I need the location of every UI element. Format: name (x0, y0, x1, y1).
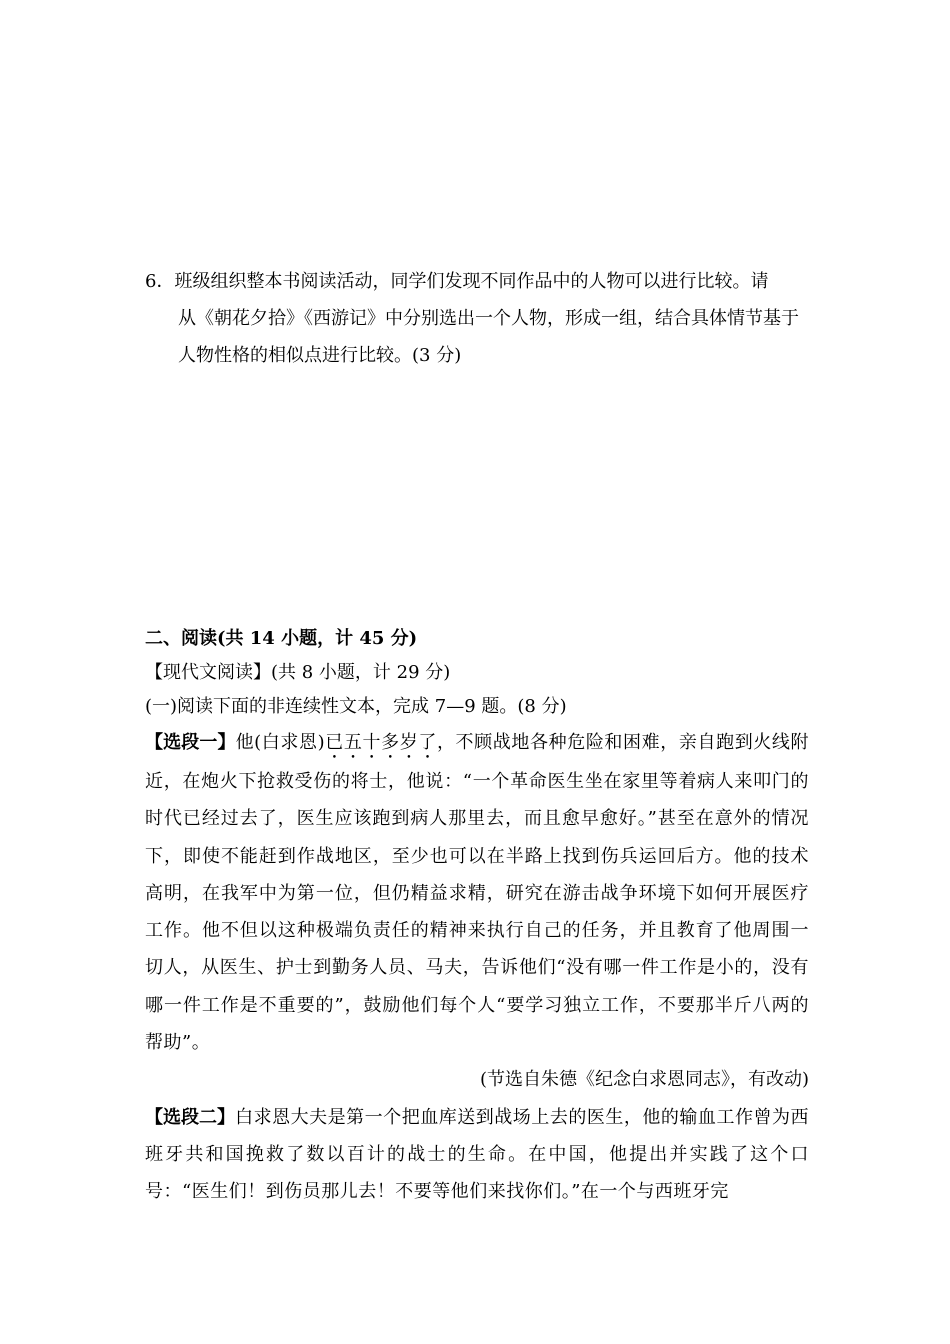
excerpt-2-label: 【选段二】 (145, 1106, 236, 1128)
excerpt-1-text: ，不顾战地各种危险和困难，亲自跑到火线附近，在炮火下抢救受伤的将士，他说：“一个革命医生坐在家里等着病人来叩门的时代已经过去了，医生应该跑到病人那里去，而且愈早愈好。”甚至在意外的情况下，即使不能赶到作战地区，至少也可以在半路上找到伤兵运回后方。他的技术高明，在我军中为第一位，但仍精益求精，研究在游击战争环境下如何开展医疗工作。他不但以这种极端负责任的精神来执行自己的任务，并且教育了他周围一切人，从医生、护士到勤务人员、马夫，告诉他们“没有哪一件工作是小的，没有哪一件工作是不重要的”，鼓励他们每个人“要学习独立工作，不要那半斤八两的帮助”。 (145, 732, 810, 1054)
question-6-number: 6． (145, 271, 175, 292)
excerpt-1-label: 【选段一】 (145, 732, 236, 753)
question-6 (145, 263, 809, 374)
excerpt-2 (145, 1099, 809, 1211)
excerpt-2-text: 白求恩大夫是第一个把血库送到战场上去的医生，他的输血工作曾为西班牙共和国挽救了数以百计的战士的生命。在中国，他提出并实践了这个口号：“医生们！到伤员那儿去！不要等他们来找你们。”在一个与西班牙完 (145, 1106, 810, 1203)
reading-section (145, 622, 809, 1211)
question-6-text-rest: 从《朝花夕拾》《西游记》中分别选出一个人物，形成一组，结合具体情节基于人物性格的相似点进行比较。(3 分) (178, 308, 799, 366)
excerpt-1-source: (节选自朱德《纪念白求恩同志》，有改动) (479, 1069, 809, 1091)
section-subtitle: 【现代文阅读】(共 8 小题，计 29 分) (145, 662, 451, 683)
excerpt-1 (145, 724, 809, 1061)
question-6-first-line (145, 263, 809, 300)
question-6-text-first: 班级组织整本书阅读活动，同学们发现不同作品中的人物可以进行比较。请 (174, 271, 769, 292)
section-instruction: (一)阅读下面的非连续性文本，完成 7—9 题。(8 分) (145, 696, 567, 717)
excerpt-1-pre: 他(白求恩) (235, 732, 326, 753)
excerpt-1-emphasis: 已五十多岁了 (325, 732, 437, 753)
section-title: 二、阅读(共 14 小题，计 45 分) (145, 628, 418, 649)
